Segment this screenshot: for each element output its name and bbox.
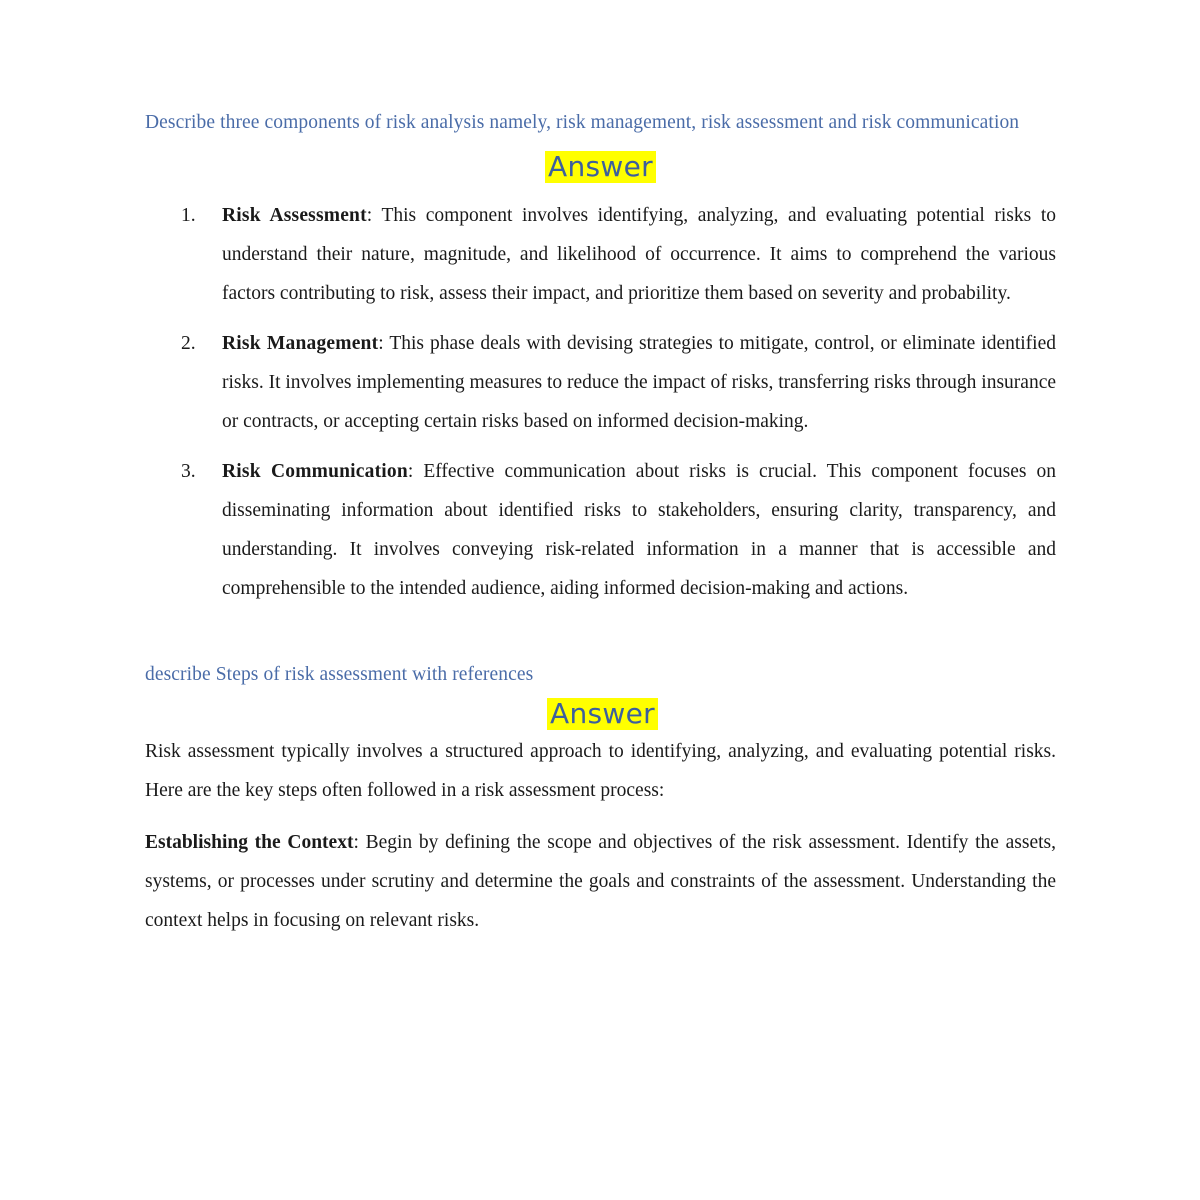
list-item-separator: : xyxy=(378,333,390,354)
list-item-term: Risk Assessment xyxy=(222,205,367,226)
paragraph-term: Establishing the Context xyxy=(145,832,354,853)
paragraph-separator: : xyxy=(353,832,366,853)
spacer xyxy=(145,441,1056,452)
answer-label: Answer xyxy=(547,698,658,730)
list-item-text: This phase deals with devising strategies to mitigate, control, or eliminate identified risks. It involves implementing measures to reduce the impact of risks, transferring risks through insurance or contracts, or accepting certain risks based on informed decision-making. xyxy=(222,333,1056,432)
answer-label: Answer xyxy=(545,151,656,183)
list-item-text: Effective communication about risks is crucial. This component focuses on disseminating information about identified risks to stakeholders, ensuring clarity, transparency, and understanding. It involves conveying risk-related information in a manner that is accessible and comprehensible to the intended audience, aiding informed decision-making and actions. xyxy=(222,461,1057,599)
spacer xyxy=(145,608,1056,664)
question-heading-1: Describe three components of risk analysis namely, risk management, risk assessment and risk communication xyxy=(145,112,1020,133)
list-item-text: This component involves identifying, analyzing, and evaluating potential risks to understand their nature, magnitude, and likelihood of occurrence. It aims to comprehend the various factors contributing to risk, assess their impact, and prioritize them based on severity and probability. xyxy=(222,205,1056,304)
spacer xyxy=(145,183,1056,196)
list-item-term: Risk Management xyxy=(222,333,379,354)
list-item xyxy=(145,324,1056,441)
risk-components-list xyxy=(145,196,1056,608)
answer-heading-1 xyxy=(145,151,1056,183)
list-item xyxy=(145,196,1056,313)
spacer xyxy=(145,134,1056,151)
paragraph-text: Risk assessment typically involves a structured approach to identifying, analyzing, and evaluating potential risks. Here are the key steps often followed in a risk assessment process: xyxy=(145,741,1056,801)
list-item-separator: : xyxy=(366,205,382,226)
spacer xyxy=(145,313,1056,324)
spacer xyxy=(145,810,1056,823)
paragraph xyxy=(145,732,1056,810)
question-heading-2: describe Steps of risk assessment with references xyxy=(145,664,534,685)
paragraph xyxy=(145,823,1056,940)
list-item xyxy=(145,452,1056,608)
paragraph-text: Begin by defining the scope and objectives of the risk assessment. Identify the assets, systems, or processes under scrutiny and determine the goals and constraints of the assessment. Understanding the context helps in focusing on relevant risks. xyxy=(145,832,1057,931)
list-item-term: Risk Communication xyxy=(222,461,408,482)
document-content xyxy=(145,112,1056,940)
list-item-separator: : xyxy=(407,461,424,482)
answer-heading-2 xyxy=(145,698,1056,730)
